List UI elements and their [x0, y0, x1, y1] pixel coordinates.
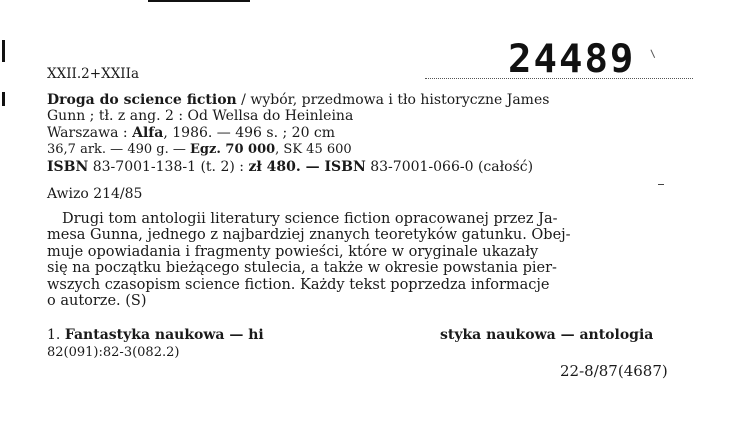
top-rule [148, 0, 250, 2]
imprint-line [47, 125, 335, 141]
title-line-1 [47, 92, 549, 108]
subject-text: Fantastyka naukowa — hi [64, 327, 264, 343]
accession-number: 24489 [508, 37, 636, 82]
subject-heading-right [440, 327, 653, 343]
physical-description: 36,7 ark. — 490 g. — [47, 142, 190, 157]
awizo-note: Awizo 214/85 [47, 186, 143, 202]
subject-number: 1. [47, 327, 65, 343]
isbn-separator: — [300, 159, 325, 175]
abstract-line: muje opowiadania i fragmenty powieści, które w oryginale ukazały [47, 243, 539, 260]
imprint-details: , 1986. — 496 s. ; 20 cm [163, 125, 336, 141]
subject-heading-left [47, 327, 264, 343]
isbn-line [47, 159, 533, 175]
isbn-set: 83-7001-066-0 (całość) [365, 159, 534, 175]
price: zł 480. [248, 159, 301, 175]
left-edge-mark [2, 92, 5, 106]
left-edge-mark [2, 40, 5, 62]
abstract-line: mesa Gunna, jednego z najbardziej znanych teoretyków gatunku. Obej- [47, 227, 571, 244]
abstract-line: się na początku bieżącego stulecia, a także w okresie powstania pier- [47, 260, 557, 277]
abstract-line: wszych czasopism science fiction. Każdy tekst poprzedza informacje [47, 276, 550, 293]
physical-line [47, 142, 352, 158]
title: Droga do science fiction [47, 92, 237, 108]
stray-dash-mark [658, 184, 664, 185]
sk-number: , SK 45 600 [275, 142, 352, 157]
abstract-line: Drugi tom antologii literatury science fiction opracowanej przez Ja- [62, 211, 558, 227]
title-line-2: Gunn ; tł. z ang. 2 : Od Wellsa do Heinleina [47, 108, 354, 124]
isbn-volume: 83-7001-138-1 (t. 2) : [88, 159, 249, 175]
abstract [47, 211, 693, 309]
publisher: Alfa [132, 125, 164, 141]
abstract-line: o autorze. (S) [47, 293, 147, 310]
imprint-place: Warszawa : [47, 125, 133, 141]
isbn-label: ISBN [47, 159, 89, 175]
catalog-number: 22-8/87(4687) [560, 362, 668, 380]
print-run: Egz. 70 000 [189, 142, 276, 157]
classification-code: XXII.2+XXIIa [47, 66, 140, 82]
blank-gap [305, 324, 438, 350]
subject-text: styka naukowa — antologia [440, 327, 654, 343]
udc-classification: 82(091):82-3(082.2) [47, 345, 180, 360]
responsibility: / wybór, przedmowa i tło historyczne James [236, 92, 550, 108]
isbn-label: ISBN [324, 159, 366, 175]
pencil-tick-mark [650, 47, 660, 58]
